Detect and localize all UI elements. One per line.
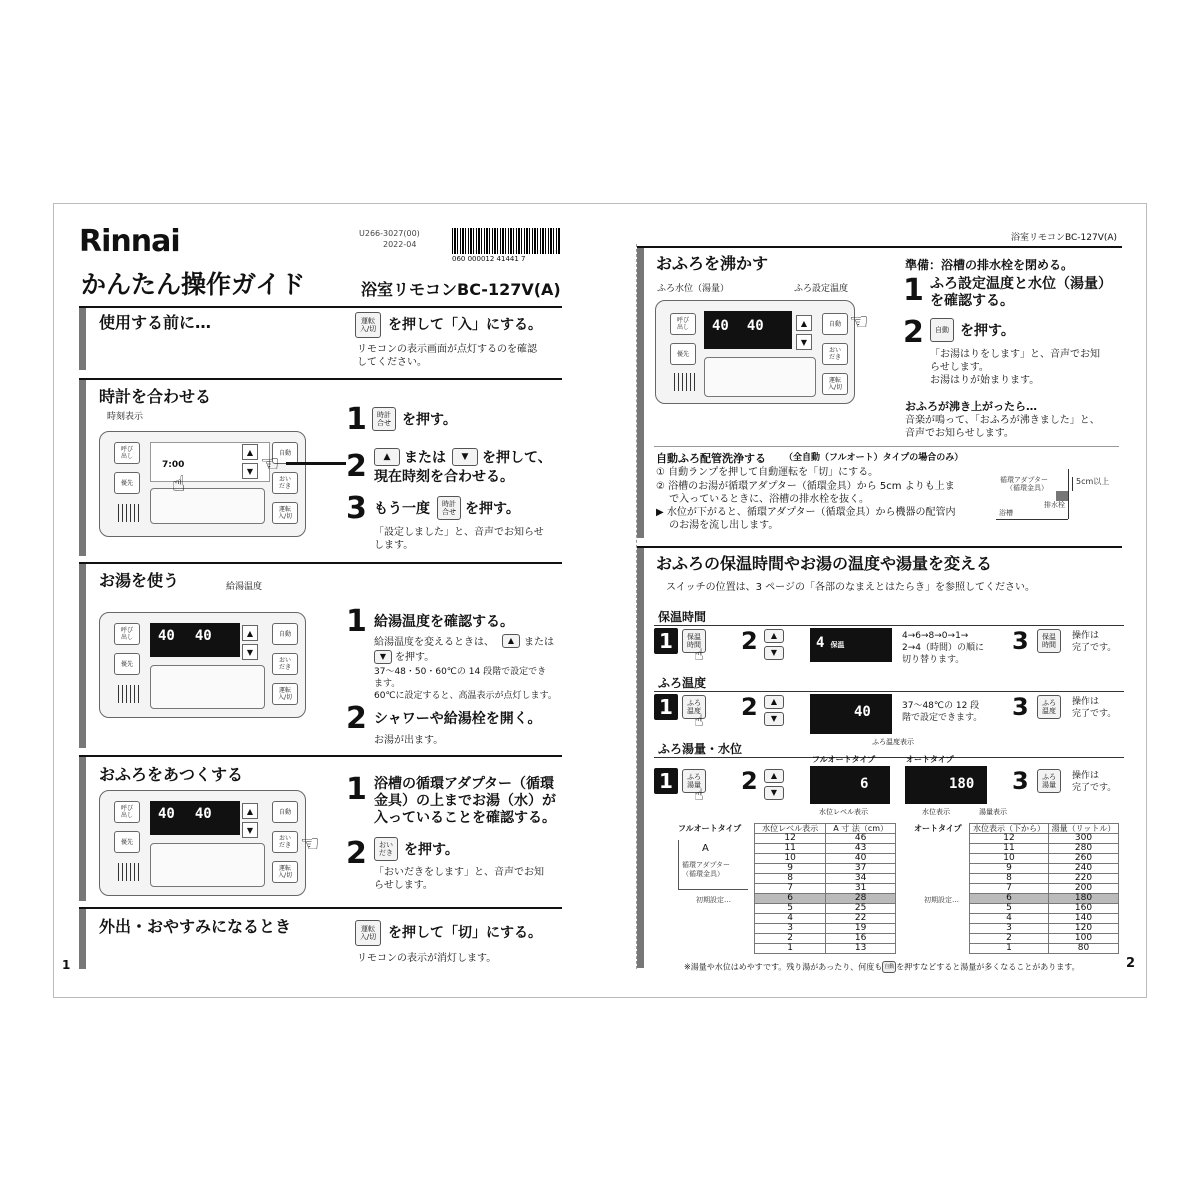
guide-title: かんたん操作ガイド	[81, 270, 306, 299]
lcd-screen	[704, 311, 792, 349]
reheat-step1-text: 浴槽の循環アダプター（循環 金具）の上までお湯（水）が 入っていることを確認する。	[374, 776, 556, 826]
remote-illustration	[99, 612, 306, 718]
cover	[150, 843, 265, 887]
down-arrow-icon: ▼	[452, 448, 478, 466]
step-number: 2	[741, 627, 758, 655]
step-number: 1	[654, 768, 678, 794]
clock-readout: 7:00	[162, 460, 185, 470]
change-note: スイッチの位置は、3 ページの「各部のなまえとはたらき」を参照してください。	[666, 582, 1035, 593]
diagram-tub-label: 浴槽	[999, 509, 1013, 517]
full-auto-lcd-value: 6	[860, 776, 869, 792]
clock-set-button-icon: 時計 合せ	[437, 496, 461, 520]
table-cell: 300	[1048, 834, 1118, 844]
hotwater-step1-note: 給湯温度を変えるときは、	[374, 637, 494, 648]
table-row	[755, 934, 896, 944]
remote-illustration	[99, 431, 306, 537]
reheat-button-icon: おい だき	[272, 831, 298, 853]
call-button-icon: 呼び 出し	[670, 313, 696, 335]
row-rule	[654, 625, 1124, 626]
step-number: 2	[346, 836, 367, 871]
up-arrow-icon: ▲	[764, 769, 784, 783]
hotwater-step1-high: 60℃に設定すると、高温表示が点灯します。	[374, 691, 557, 701]
table-cell: 80	[1048, 944, 1118, 954]
bath-level-title: ふろ湯量・水位	[658, 742, 743, 756]
temp-callout: ふろ設定温度	[794, 284, 849, 294]
down-arrow-icon: ▼	[764, 646, 784, 660]
diagram-5cm-label: 5cm以上	[1076, 477, 1110, 486]
boil-step2-note: 「お湯はりをします」と、音声でお知 らせします。 お湯はりが始まります。	[930, 349, 1100, 386]
boil-step1-text: ふろ設定温度と水位（湯量） を確認する。	[930, 276, 1112, 309]
keep-time-done: 操作は 完了です。	[1072, 631, 1117, 653]
step-number: 1	[654, 628, 678, 654]
doc-date: 2022-04	[383, 240, 417, 249]
table-header-row	[755, 824, 896, 834]
table-row	[970, 914, 1119, 924]
table-cell: 34	[826, 874, 896, 884]
barcode	[452, 228, 560, 254]
down-arrow-icon: ▼	[242, 822, 258, 838]
full-auto-label: フルオートタイプ	[812, 755, 876, 764]
speaker-grill	[674, 373, 696, 391]
table-row	[970, 834, 1119, 844]
clock-step3-press: を押す。	[465, 501, 520, 517]
table-row	[970, 844, 1119, 854]
call-button-icon: 呼び 出し	[114, 442, 140, 464]
table-cell: 220	[1048, 874, 1118, 884]
table-cell: 9	[970, 864, 1049, 874]
bath-temp-button-icon: ふろ 温度	[1037, 695, 1061, 719]
diagram-adapter-label: 循環アダプター （循環金具）	[1000, 476, 1049, 492]
priority-button-icon: 優先	[114, 653, 140, 675]
table-row	[970, 924, 1119, 934]
section-rule	[79, 562, 562, 564]
keep-time-lcd	[810, 628, 892, 662]
section-rule	[79, 755, 562, 757]
bath-level-button-icon: ふろ 湯量	[1037, 769, 1061, 793]
auto-button-icon: 自動	[272, 801, 298, 823]
auto-clean-divider	[654, 446, 1119, 447]
hotwater-step1-range: 37～48・50・60℃の 14 段階で設定でき ます。	[374, 667, 547, 689]
up-arrow-icon: ▲	[242, 625, 258, 641]
table-cell: 25	[826, 904, 896, 914]
table-row	[970, 894, 1119, 904]
section-title-hot-water: お湯を使う	[99, 571, 180, 590]
auto-button-icon: 自動	[882, 961, 896, 973]
up-arrow-icon: ▲	[502, 634, 520, 648]
table-cell: 10	[755, 854, 826, 864]
time-display-callout: 時刻表示	[107, 412, 144, 422]
keep-time-button-icon: 保温 時間	[1037, 629, 1061, 653]
table-header-row	[970, 824, 1119, 834]
bath-temp-lcd-value: 40	[854, 704, 871, 720]
diagram-drain-label: 排水栓	[1044, 501, 1065, 509]
auto-clean-step1: ① 自動ランプを押して自動運転を「切」にする。	[656, 467, 879, 478]
table-cell: 5	[970, 904, 1049, 914]
keep-time-lcd-label: 保温	[830, 641, 845, 649]
boil-done-title: おふろが沸き上がったら…	[905, 400, 1037, 413]
step-number: 3	[346, 491, 367, 526]
step-number: 3	[1012, 693, 1029, 721]
pointing-hand-icon: ☜	[260, 452, 280, 477]
hotwater-step1-note-or: または	[524, 637, 554, 648]
section-rule	[79, 907, 562, 909]
speaker-grill	[118, 863, 140, 881]
section-tab	[637, 548, 644, 968]
clock-step2-press: を押して、	[482, 450, 552, 466]
speaker-grill	[118, 685, 140, 703]
step-number: 2	[903, 315, 924, 350]
keep-time-lcd-value: 4	[816, 635, 825, 651]
pointing-hand-icon: ☝	[694, 711, 704, 730]
auto-level-table	[969, 823, 1119, 954]
pointing-hand-icon: ☝	[694, 785, 704, 804]
lcd-left-value: 40	[158, 806, 175, 822]
boil-step2-text: を押す。	[960, 323, 1015, 339]
boil-done-note: 音楽が鳴って、「おふろが沸きました」と、 音声でお知らせします。	[905, 415, 1100, 439]
footnote-text-a: ※湯量や水位はめやすです。残り湯があったり、何度も	[684, 962, 883, 972]
col-header: 水位レベル表示	[755, 824, 826, 834]
keep-time-desc: 4→6→8→0→1→ 2→4（時間）の順に 切り替ります。	[902, 631, 984, 665]
table-row	[755, 924, 896, 934]
table-row	[970, 904, 1119, 914]
table-cell: 7	[755, 884, 826, 894]
table-row	[755, 944, 896, 954]
table-cell: 200	[1048, 884, 1118, 894]
auto-label: オートタイプ	[906, 755, 954, 764]
page-number: 2	[1126, 956, 1136, 971]
table-cell: 12	[970, 834, 1049, 844]
power-off-text: を押して「切」にする。	[388, 925, 542, 941]
table-cell: 100	[1048, 934, 1118, 944]
lcd-left-value: 40	[158, 628, 175, 644]
bath-temp-title: ふろ温度	[658, 676, 707, 690]
doc-code: U266-3027(00)	[359, 229, 420, 238]
power-off-note: リモコンの表示が消灯します。	[357, 953, 497, 964]
boil-prep: 準備：浴槽の排水栓を閉める。	[905, 258, 1074, 272]
step-number: 3	[1012, 627, 1029, 655]
down-arrow-icon: ▼	[764, 712, 784, 726]
bath-temp-lcd	[810, 694, 892, 734]
table-cell: 8	[755, 874, 826, 884]
footnote-text-b: を押すなどすると湯量が多くなることがあります。	[896, 962, 1080, 972]
power-button-icon: 運転 入/切	[355, 920, 381, 946]
step-number: 2	[346, 701, 367, 736]
section-title-before-use: 使用する前に…	[99, 313, 212, 332]
step-number: 1	[654, 694, 678, 720]
full-auto-table-type: フルオートタイプ	[678, 824, 742, 833]
pointing-hand-icon: ☜	[300, 832, 320, 857]
full-auto-level-table	[754, 823, 896, 954]
level-callout: ふろ水位（湯量）	[657, 284, 730, 294]
auto-initial-label: 初期設定…	[924, 896, 959, 904]
lcd-right-value: 40	[194, 628, 212, 644]
bath-temp-desc: 37～48℃の 12 段 階で設定できます。	[902, 701, 983, 723]
table-cell: 3	[755, 924, 826, 934]
table-row	[970, 864, 1119, 874]
open-cover	[150, 488, 265, 524]
section-rule	[637, 546, 1122, 548]
table-cell: 2	[755, 934, 826, 944]
pointing-hand-icon: ☝	[694, 645, 704, 664]
bath-level-button-icon: ふろ 湯量	[682, 769, 706, 793]
section-title-boil: おふろを沸かす	[656, 254, 769, 273]
clock-step2-text: 現在時刻を合わせる。	[374, 469, 514, 485]
page-number: 1	[62, 958, 71, 972]
table-cell: 6	[970, 894, 1049, 904]
down-arrow-icon: ▼	[374, 650, 392, 664]
table-cell: 160	[1048, 904, 1118, 914]
step-number: 3	[1012, 767, 1029, 795]
clock-step3-note: 「設定しました」と、音声でお知らせ します。	[374, 527, 544, 551]
auto-button-icon: 自動	[930, 318, 954, 342]
reheat-step2-text: を押す。	[404, 842, 459, 858]
auto-button-icon: 自動	[272, 623, 298, 645]
table-cell: 280	[1048, 844, 1118, 854]
bath-temp-callout: ふろ温度表示	[872, 738, 914, 746]
pointing-hand-icon: ☜	[849, 310, 869, 335]
footnote	[684, 961, 1080, 973]
hotwater-step2-text: シャワーや給湯栓を開く。	[374, 711, 542, 727]
section-title-clock: 時計を合わせる	[99, 387, 212, 406]
table-cell: 240	[1048, 864, 1118, 874]
table-cell: 120	[1048, 924, 1118, 934]
clock-step2-or: または	[404, 450, 446, 466]
section-rule	[79, 378, 562, 380]
table-row	[755, 844, 896, 854]
step-number: 1	[346, 402, 367, 437]
table-cell: 22	[826, 914, 896, 924]
table-cell: 12	[755, 834, 826, 844]
table-cell: 5	[755, 904, 826, 914]
table-cell: 11	[970, 844, 1049, 854]
section-rule	[637, 246, 1122, 248]
table-cell: 46	[826, 834, 896, 844]
auto-lcd-value: 180	[949, 776, 975, 792]
reheat-button-icon: おい だき	[272, 653, 298, 675]
dim-a-label: A	[702, 843, 709, 854]
power-on-note: リモコンの表示画面が点灯するのを確認 してください。	[357, 344, 537, 368]
auto-lcd	[905, 766, 987, 804]
table-cell: 19	[826, 924, 896, 934]
hotwater-step1-note-press: を押す。	[395, 652, 435, 663]
table-cell: 6	[755, 894, 826, 904]
table-row	[755, 854, 896, 864]
reheat-step2-note: 「おいだきをします」と、音声でお知 らせします。	[374, 867, 544, 891]
section-tab	[79, 564, 86, 748]
row-rule	[654, 757, 1124, 758]
auto-clean-step2: ② 浴槽のお湯が循環アダプター（循環金具）から 5cm よりも上ま で入っているときに、浴槽の排水栓を抜く。	[656, 481, 955, 505]
auto-table-type: オートタイプ	[914, 824, 962, 833]
table-cell: 1	[970, 944, 1049, 954]
table-row	[755, 894, 896, 904]
power-on-text: を押して「入」にする。	[388, 317, 542, 333]
col-header: A 寸 法（cm）	[826, 824, 896, 834]
leader-line	[286, 462, 346, 465]
table-row	[970, 884, 1119, 894]
table-cell: 7	[970, 884, 1049, 894]
section-tab	[79, 909, 86, 969]
header-model: 浴室リモコンBC-127V(A)	[1011, 233, 1118, 243]
table-cell: 11	[755, 844, 826, 854]
full-auto-lcd	[810, 766, 890, 804]
step-number: 1	[903, 273, 924, 308]
step-number: 2	[741, 693, 758, 721]
call-button-icon: 呼び 出し	[114, 801, 140, 823]
table-cell: 28	[826, 894, 896, 904]
pointing-hand-icon: ☝	[172, 472, 186, 497]
table-cell: 37	[826, 864, 896, 874]
hotwater-step2-note: お湯が出ます。	[374, 735, 444, 746]
logo: Rinnai	[79, 224, 180, 259]
bath-temp-button-icon: ふろ 温度	[682, 695, 706, 719]
section-tab	[79, 308, 86, 370]
auto-button-icon: 自動	[822, 313, 848, 335]
cover	[704, 357, 816, 397]
table-row	[970, 944, 1119, 954]
reheat-button-icon: おい だき	[272, 472, 298, 494]
table-cell: 40	[826, 854, 896, 864]
up-arrow-icon: ▲	[242, 444, 258, 460]
col-header: 湯量（リットル）	[1048, 824, 1118, 834]
step-number: 1	[346, 604, 367, 639]
down-arrow-icon: ▼	[764, 786, 784, 800]
table-row	[755, 914, 896, 924]
remote-illustration	[655, 300, 855, 404]
supply-temp-callout: 給湯温度	[226, 582, 263, 592]
table-cell: 9	[755, 864, 826, 874]
auto-button-icon: 自動	[272, 442, 298, 464]
power-button-icon: 運転 入/切	[355, 312, 381, 338]
up-arrow-icon: ▲	[374, 448, 400, 466]
full-initial-label: 初期設定…	[696, 896, 731, 904]
clock-step1-text: を押す。	[402, 412, 457, 428]
table-cell: 8	[970, 874, 1049, 884]
table-row	[755, 904, 896, 914]
dim-arrow	[1072, 477, 1073, 491]
position-display-label: 水位表示	[922, 808, 950, 816]
section-rule	[79, 306, 562, 308]
table-cell: 180	[1048, 894, 1118, 904]
cover	[150, 665, 265, 709]
table-row	[755, 884, 896, 894]
table-cell: 2	[970, 934, 1049, 944]
section-tab	[79, 757, 86, 901]
model-name: 浴室リモコンBC-127V(A)	[361, 280, 561, 299]
table-row	[755, 874, 896, 884]
table-cell: 1	[755, 944, 826, 954]
lcd-left-value: 40	[712, 318, 729, 334]
remote-illustration	[99, 790, 306, 896]
lcd-right-value: 40	[194, 806, 212, 822]
clock-step3-again: もう一度	[374, 501, 430, 517]
up-arrow-icon: ▲	[242, 803, 258, 819]
table-row	[755, 864, 896, 874]
barcode-number: 060 000012 41441 7	[452, 255, 526, 263]
guide-sheet	[53, 203, 1147, 998]
reheat-button-icon: おい だき	[822, 343, 848, 365]
power-button-icon: 運転 入/切	[272, 502, 298, 524]
keep-time-title: 保温時間	[658, 610, 707, 624]
quantity-display-label: 湯量表示	[979, 808, 1007, 816]
table-row	[970, 934, 1119, 944]
col-header: 水位表示（下から）	[970, 824, 1049, 834]
table-cell: 4	[755, 914, 826, 924]
auto-clean-title-sub: （全自動（フルオート）タイプの場合のみ）	[784, 453, 964, 463]
section-title-away: 外出・おやすみになるとき	[99, 917, 292, 936]
step-number: 2	[741, 767, 758, 795]
lcd-screen	[150, 623, 240, 657]
priority-button-icon: 優先	[114, 831, 140, 853]
priority-button-icon: 優先	[670, 343, 696, 365]
power-button-icon: 運転 入/切	[272, 683, 298, 705]
table-row	[970, 874, 1119, 884]
table-cell: 4	[970, 914, 1049, 924]
clock-set-button-icon: 時計 合せ	[372, 407, 396, 431]
table-row	[755, 834, 896, 844]
level-display-label: 水位レベル表示	[819, 808, 868, 816]
up-arrow-icon: ▲	[764, 629, 784, 643]
hotwater-step1-text: 給湯温度を確認する。	[374, 614, 514, 630]
bath-level-done: 操作は 完了です。	[1072, 771, 1117, 793]
reheat-button-icon: おい だき	[374, 837, 398, 861]
table-cell: 260	[1048, 854, 1118, 864]
table-cell: 31	[826, 884, 896, 894]
lcd-screen	[150, 801, 240, 835]
row-rule	[654, 691, 1124, 692]
power-button-icon: 運転 入/切	[272, 861, 298, 883]
table-cell: 43	[826, 844, 896, 854]
section-tab	[79, 380, 86, 556]
step-number: 1	[346, 772, 367, 807]
down-arrow-icon: ▼	[796, 334, 812, 350]
down-arrow-icon: ▼	[242, 644, 258, 660]
section-title-reheat: おふろをあつくする	[99, 765, 244, 784]
section-title-change: おふろの保温時間やお湯の温度や湯量を変える	[656, 554, 993, 573]
adapter-label: 循環アダプター （循環金具）	[682, 861, 731, 878]
section-tab	[637, 248, 644, 538]
speaker-grill	[118, 504, 140, 522]
step-number: 2	[346, 449, 367, 484]
priority-button-icon: 優先	[114, 472, 140, 494]
table-row	[970, 854, 1119, 864]
up-arrow-icon: ▲	[764, 695, 784, 709]
keep-time-button-icon: 保温 時間	[682, 629, 706, 653]
auto-clean-step3: ▶ 水位が下がると、循環アダプター（循環金具）から機器の配管内 のお湯を流し出します。	[656, 507, 956, 531]
table-cell: 13	[826, 944, 896, 954]
table-cell: 10	[970, 854, 1049, 864]
table-cell: 3	[970, 924, 1049, 934]
lcd-right-value: 40	[746, 318, 764, 334]
auto-clean-title: 自動ふろ配管洗浄する	[656, 452, 766, 465]
table-cell: 140	[1048, 914, 1118, 924]
down-arrow-icon: ▼	[242, 463, 258, 479]
call-button-icon: 呼び 出し	[114, 623, 140, 645]
bath-temp-done: 操作は 完了です。	[1072, 697, 1117, 719]
up-arrow-icon: ▲	[796, 315, 812, 331]
power-button-icon: 運転 入/切	[822, 373, 848, 395]
table-cell: 16	[826, 934, 896, 944]
